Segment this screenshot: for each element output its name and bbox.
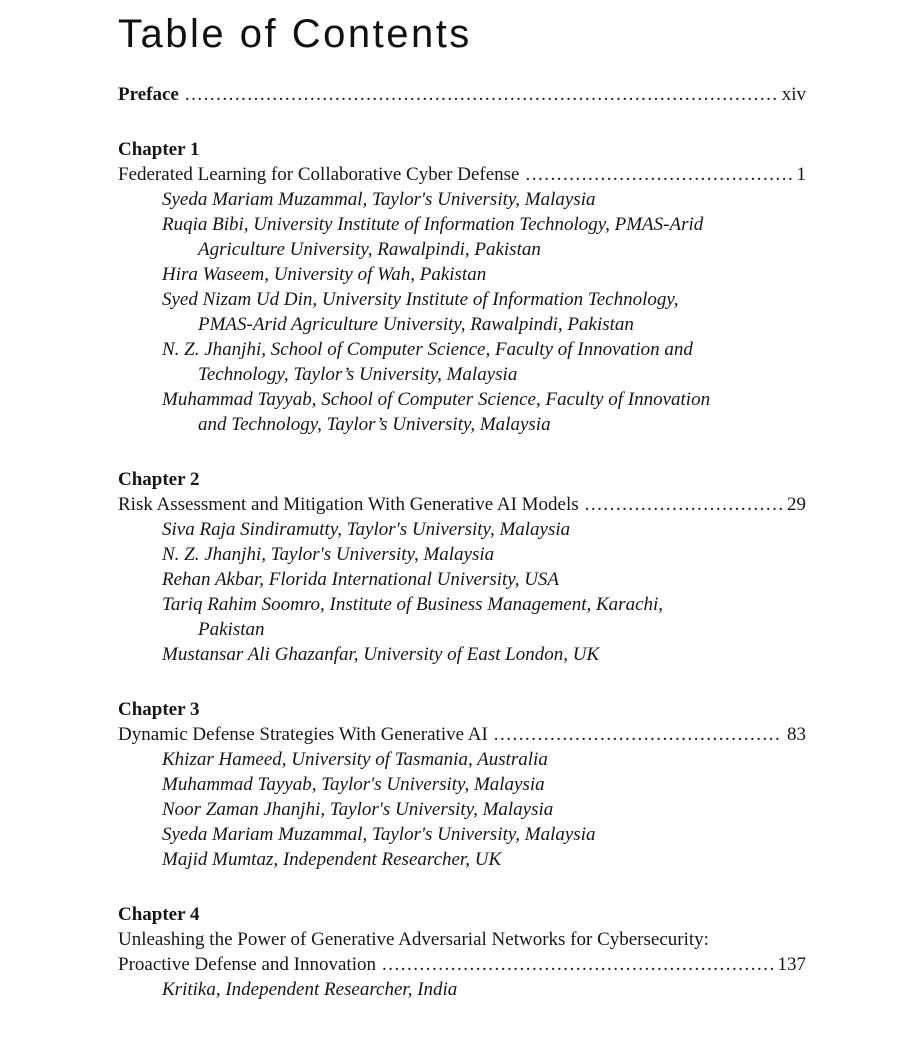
- author-entry: Ruqia Bibi, University Institute of Information Technology, PMAS-Arid: [162, 214, 704, 235]
- author-entry: N. Z. Jhanjhi, School of Computer Science, Faculty of Innovation and: [162, 339, 693, 360]
- chapter-title: Federated Learning for Collaborative Cyber Defense: [118, 164, 520, 185]
- author-entry: Khizar Hameed, University of Tasmania, Australia: [162, 749, 548, 770]
- author-entry: Hira Waseem, University of Wah, Pakistan: [162, 264, 487, 285]
- dot-leader: [185, 82, 777, 107]
- author-entry: Muhammad Tayyab, Taylor's University, Malaysia: [162, 774, 545, 795]
- chapter-heading: Chapter 2: [118, 469, 200, 490]
- author-entry: Syed Nizam Ud Din, University Institute of Information Technology,: [162, 289, 679, 310]
- preface-page-number: xiv: [781, 84, 806, 105]
- chapter-title-row: [118, 162, 806, 187]
- preface-label: Preface: [118, 84, 179, 105]
- dot-leader: [525, 162, 791, 187]
- chapter-entry: [118, 697, 806, 872]
- dot-leader: [382, 952, 773, 977]
- author-entry-continuation: Pakistan: [198, 619, 265, 640]
- author-entry: Tariq Rahim Soomro, Institute of Business Management, Karachi,: [162, 594, 664, 615]
- author-entry: Mustansar Ali Ghazanfar, University of East London, UK: [162, 644, 600, 665]
- preface-row: [118, 82, 806, 107]
- author-entry: Siva Raja Sindiramutty, Taylor's University, Malaysia: [162, 519, 571, 540]
- chapter-title-row: [118, 722, 806, 747]
- chapter-title-row: [118, 492, 806, 517]
- chapter-title: Risk Assessment and Mitigation With Generative AI Models: [118, 494, 579, 515]
- author-entry: N. Z. Jhanjhi, Taylor's University, Malaysia: [162, 544, 495, 565]
- chapter-title: Dynamic Defense Strategies With Generative AI: [118, 724, 488, 745]
- author-entry: Syeda Mariam Muzammal, Taylor's University, Malaysia: [162, 189, 596, 210]
- chapter-heading: Chapter 4: [118, 904, 200, 925]
- dot-leader: [585, 492, 782, 517]
- chapter-title-line: Unleashing the Power of Generative Adversarial Networks for Cybersecurity:: [118, 929, 709, 950]
- chapters: [118, 137, 806, 1002]
- chapter-heading: Chapter 1: [118, 139, 200, 160]
- chapter-page-number: 29: [787, 494, 806, 515]
- author-entry: Noor Zaman Jhanjhi, Taylor's University, Malaysia: [162, 799, 554, 820]
- chapter-page-number: 1: [796, 164, 806, 185]
- author-entry-continuation: Technology, Taylor’s University, Malaysia: [198, 364, 518, 385]
- author-entry: Majid Mumtaz, Independent Researcher, UK: [162, 849, 502, 870]
- author-entry: Rehan Akbar, Florida International University, USA: [162, 569, 560, 590]
- chapter-entry: [118, 902, 806, 1002]
- chapter-title-row: [118, 952, 806, 977]
- author-entry-continuation: and Technology, Taylor’s University, Malaysia: [198, 414, 551, 435]
- chapter-title: Proactive Defense and Innovation: [118, 954, 376, 975]
- author-entry-continuation: PMAS-Arid Agriculture University, Rawalpindi, Pakistan: [198, 314, 634, 335]
- author-entry: Kritika, Independent Researcher, India: [162, 979, 458, 1000]
- dot-leader: [494, 722, 782, 747]
- author-entry: Muhammad Tayyab, School of Computer Science, Faculty of Innovation: [162, 389, 711, 410]
- chapter-page-number: 137: [777, 954, 806, 975]
- chapter-entry: [118, 467, 806, 667]
- author-entry: Syeda Mariam Muzammal, Taylor's University, Malaysia: [162, 824, 596, 845]
- chapter-entry: [118, 137, 806, 437]
- author-entry-continuation: Agriculture University, Rawalpindi, Pakistan: [198, 239, 541, 260]
- chapter-page-number: 83: [787, 724, 806, 745]
- page-title: Table of Contents: [118, 12, 472, 56]
- chapter-heading: Chapter 3: [118, 699, 200, 720]
